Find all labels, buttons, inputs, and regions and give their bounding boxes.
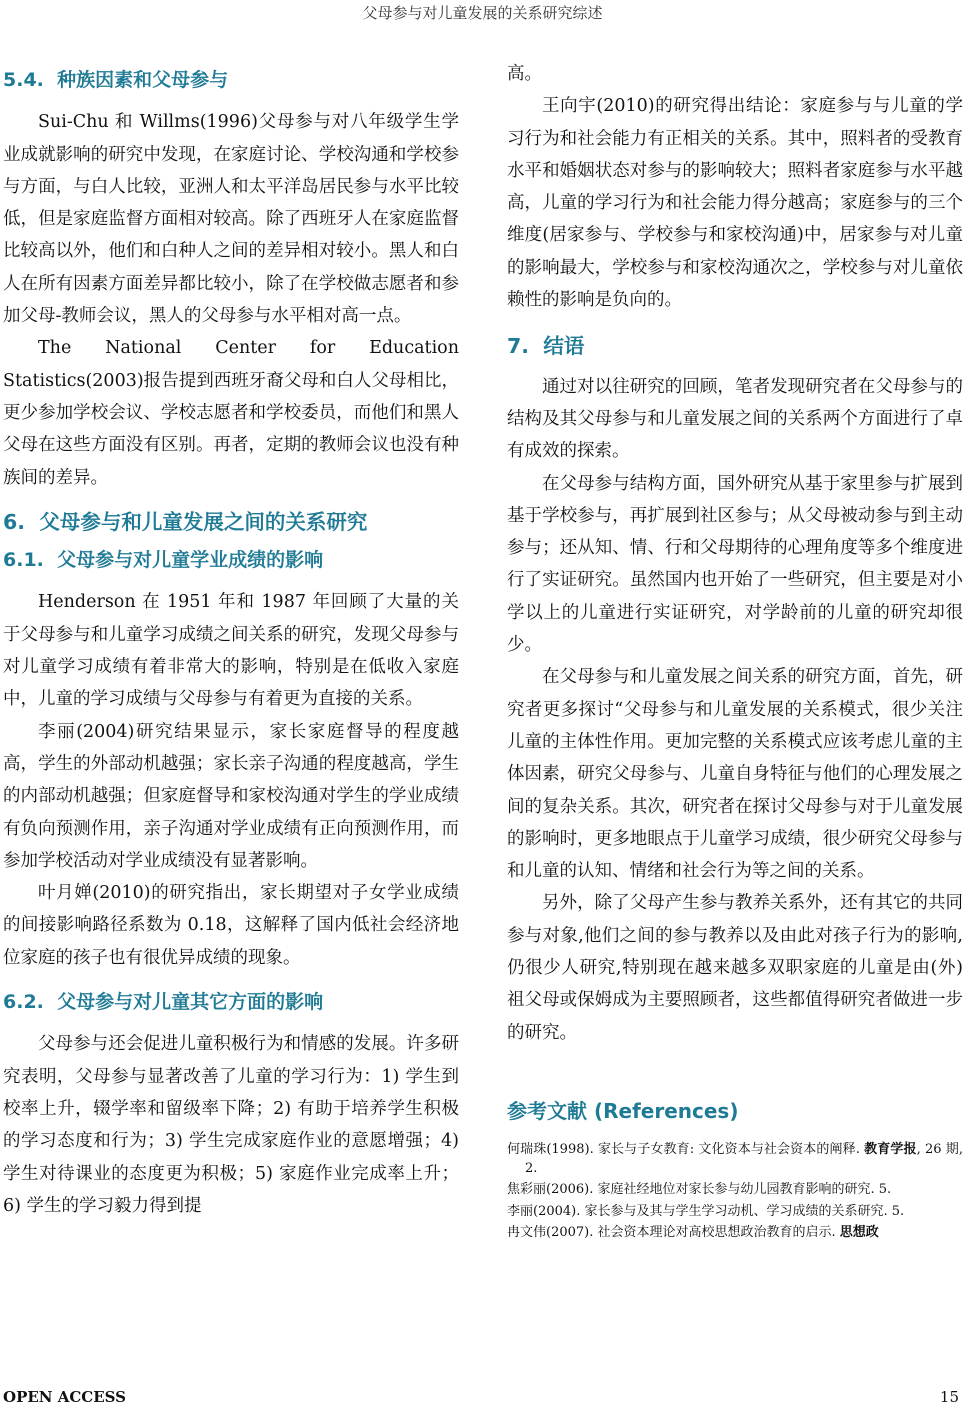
- paragraph-continuation: 高。: [507, 64, 542, 84]
- paragraph: 另外，除了父母产生参与教养关系外，还有其它的共同参与对象,他们之间的参与教养以及由此对孩子行为的影响,仍很少人研究,特别现在越来越多双职家庭的儿童是由(外)祖父母或保姆成为主要照顾者，这些都值得研究者做进一步的研究。: [507, 893, 963, 1043]
- left-column: [3, 58, 459, 1222]
- paragraph: 父母参与还会促进儿童积极行为和情感的发展。许多研究表明，父母参与显著改善了儿童的学习行为：1) 学生到校率上升，辍学率和留级率下降；2) 有助于培养学生积极的学习态度和行为；3) 学生完成家庭作业的意愿增强；4) 学生对待课业的态度更为积极；5) 家庭作业完成率上升；6) 学生的学习毅力得到提: [3, 1034, 459, 1216]
- reference-item: 李丽(2004). 家长参与及其与学生学习动机、学习成绩的关系研究. 5.: [507, 1203, 905, 1219]
- reference-item: 冉文伟(2007). 社会资本理论对高校思想政治教育的启示. 思想政: [507, 1225, 879, 1241]
- heading-5-4: 5.4. 种族因素和父母参与: [3, 69, 229, 91]
- references-heading: 参考文献 (References): [507, 1098, 739, 1123]
- heading-6: 6. 父母参与和儿童发展之间的关系研究: [3, 509, 368, 534]
- paragraph: 叶月婵(2010)的研究指出，家长期望对子女学业成绩的间接影响路径系数为 0.18，这解释了国内低社会经济地位家庭的孩子也有很优异成绩的现象。: [3, 883, 459, 968]
- page-number: 15: [939, 1388, 959, 1406]
- paragraph: 通过对以往研究的回顾，笔者发现研究者在父母参与的结构及其父母参与和儿童发展之间的关系两个方面进行了卓有成效的探索。: [507, 376, 963, 462]
- reference-item: 何瑞珠(1998). 家长与子女教育: 文化资本与社会资本的阐释. 教育学报, 26 期, 2.: [507, 1142, 963, 1176]
- paragraph: 李丽(2004)研究结果显示，家长家庭督导的程度越高，学生的外部动机越强；家长亲子沟通的程度越高，学生的内部动机越强；但家庭督导和家校沟通对学生的学业成绩有负向预测作用，亲子沟通对学业成绩有正向预测作用，而参加学校活动对学业成绩没有显著影响。: [3, 721, 459, 871]
- references-list: [507, 1141, 963, 1243]
- running-head: 父母参与对儿童发展的关系研究综述: [362, 4, 603, 22]
- paragraph: 在父母参与和儿童发展之间关系的研究方面，首先，研究者更多探讨“父母参与和儿童发展的关系模式，很少关注儿童的主体性作用。更加完整的关系模式应该考虑儿童的主体因素，研究父母参与、儿童自身特征与他们的心理发展之间的复杂关系。其次，研究者在探讨父母参与对于儿童发展的影响时，更多地眼点于儿童学习成绩，很少研究父母参与和儿童的认知、情绪和社会行为等之间的关系。: [507, 667, 963, 882]
- paragraph: 王向宇(2010)的研究得出结论：家庭参与与儿童的学习行为和社会能力有正相关的关系。其中，照料者的受教育水平和婚姻状态对参与的影响较大；照料者家庭参与水平越高，儿童的学习行为和社会能力得分越高；家庭参与的三个维度(居家参与、学校参与和家校沟通)中，居家参与对儿童的影响最大，学校参与和家校沟通次之，学校参与对儿童依赖性的影响是负向的。: [507, 96, 963, 311]
- paragraph: 在父母参与结构方面，国外研究从基于家里参与扩展到基于学校参与，再扩展到社区参与；从父母被动参与到主动参与；还从知、情、行和父母期待的心理角度等多个维度进行了实证研究。虽然国内也开始了一些研究，但主要是对小学以上的儿童进行实证研究，对学龄前的儿童的研究却很少。: [507, 473, 963, 656]
- heading-6-2: 6.2. 父母参与对儿童其它方面的影响: [3, 991, 324, 1014]
- heading-6-1: 6.1. 父母参与对儿童学业成绩的影响: [3, 549, 324, 572]
- footer-open-access: OPEN ACCESS: [3, 1388, 126, 1406]
- paragraph: Sui-Chu 和 Willms(1996)父母参与对八年级学生学业成就影响的研究中发现，在家庭讨论、学校沟通和学校参与方面，与白人比较，亚洲人和太平洋岛居民参与水平比较低，但是家庭监督方面相对较高。除了西班牙人在家庭监督比较高以外，他们和白种人之间的差异相对较小。黑人和白人在所有因素方面差异都比较小，除了在学校做志愿者和参加父母-教师会议，黑人的父母参与水平相对高一点。: [3, 112, 459, 327]
- right-column: [507, 58, 963, 1246]
- reference-item: 焦彩丽(2006). 家庭社经地位对家长参与幼儿园教育影响的研究. 5.: [507, 1182, 892, 1198]
- heading-7: 7. 结语: [507, 334, 585, 359]
- paragraph: The National Center for Education Statistics(2003)报告提到西班牙裔父母和白人父母相比，更少参加学校会议、学校志愿者和学校委员，而他们和黑人父母在这些方面没有区别。再者，定期的教师会议也没有种族间的差异。: [3, 338, 459, 488]
- paragraph: Henderson 在 1951 年和 1987 年回顾了大量的关于父母参与和儿童学习成绩之间关系的研究，发现父母参与对儿童学习成绩有着非常大的影响，特别是在低收入家庭中，儿童的学习成绩与父母参与有着更为直接的关系。: [3, 592, 459, 710]
